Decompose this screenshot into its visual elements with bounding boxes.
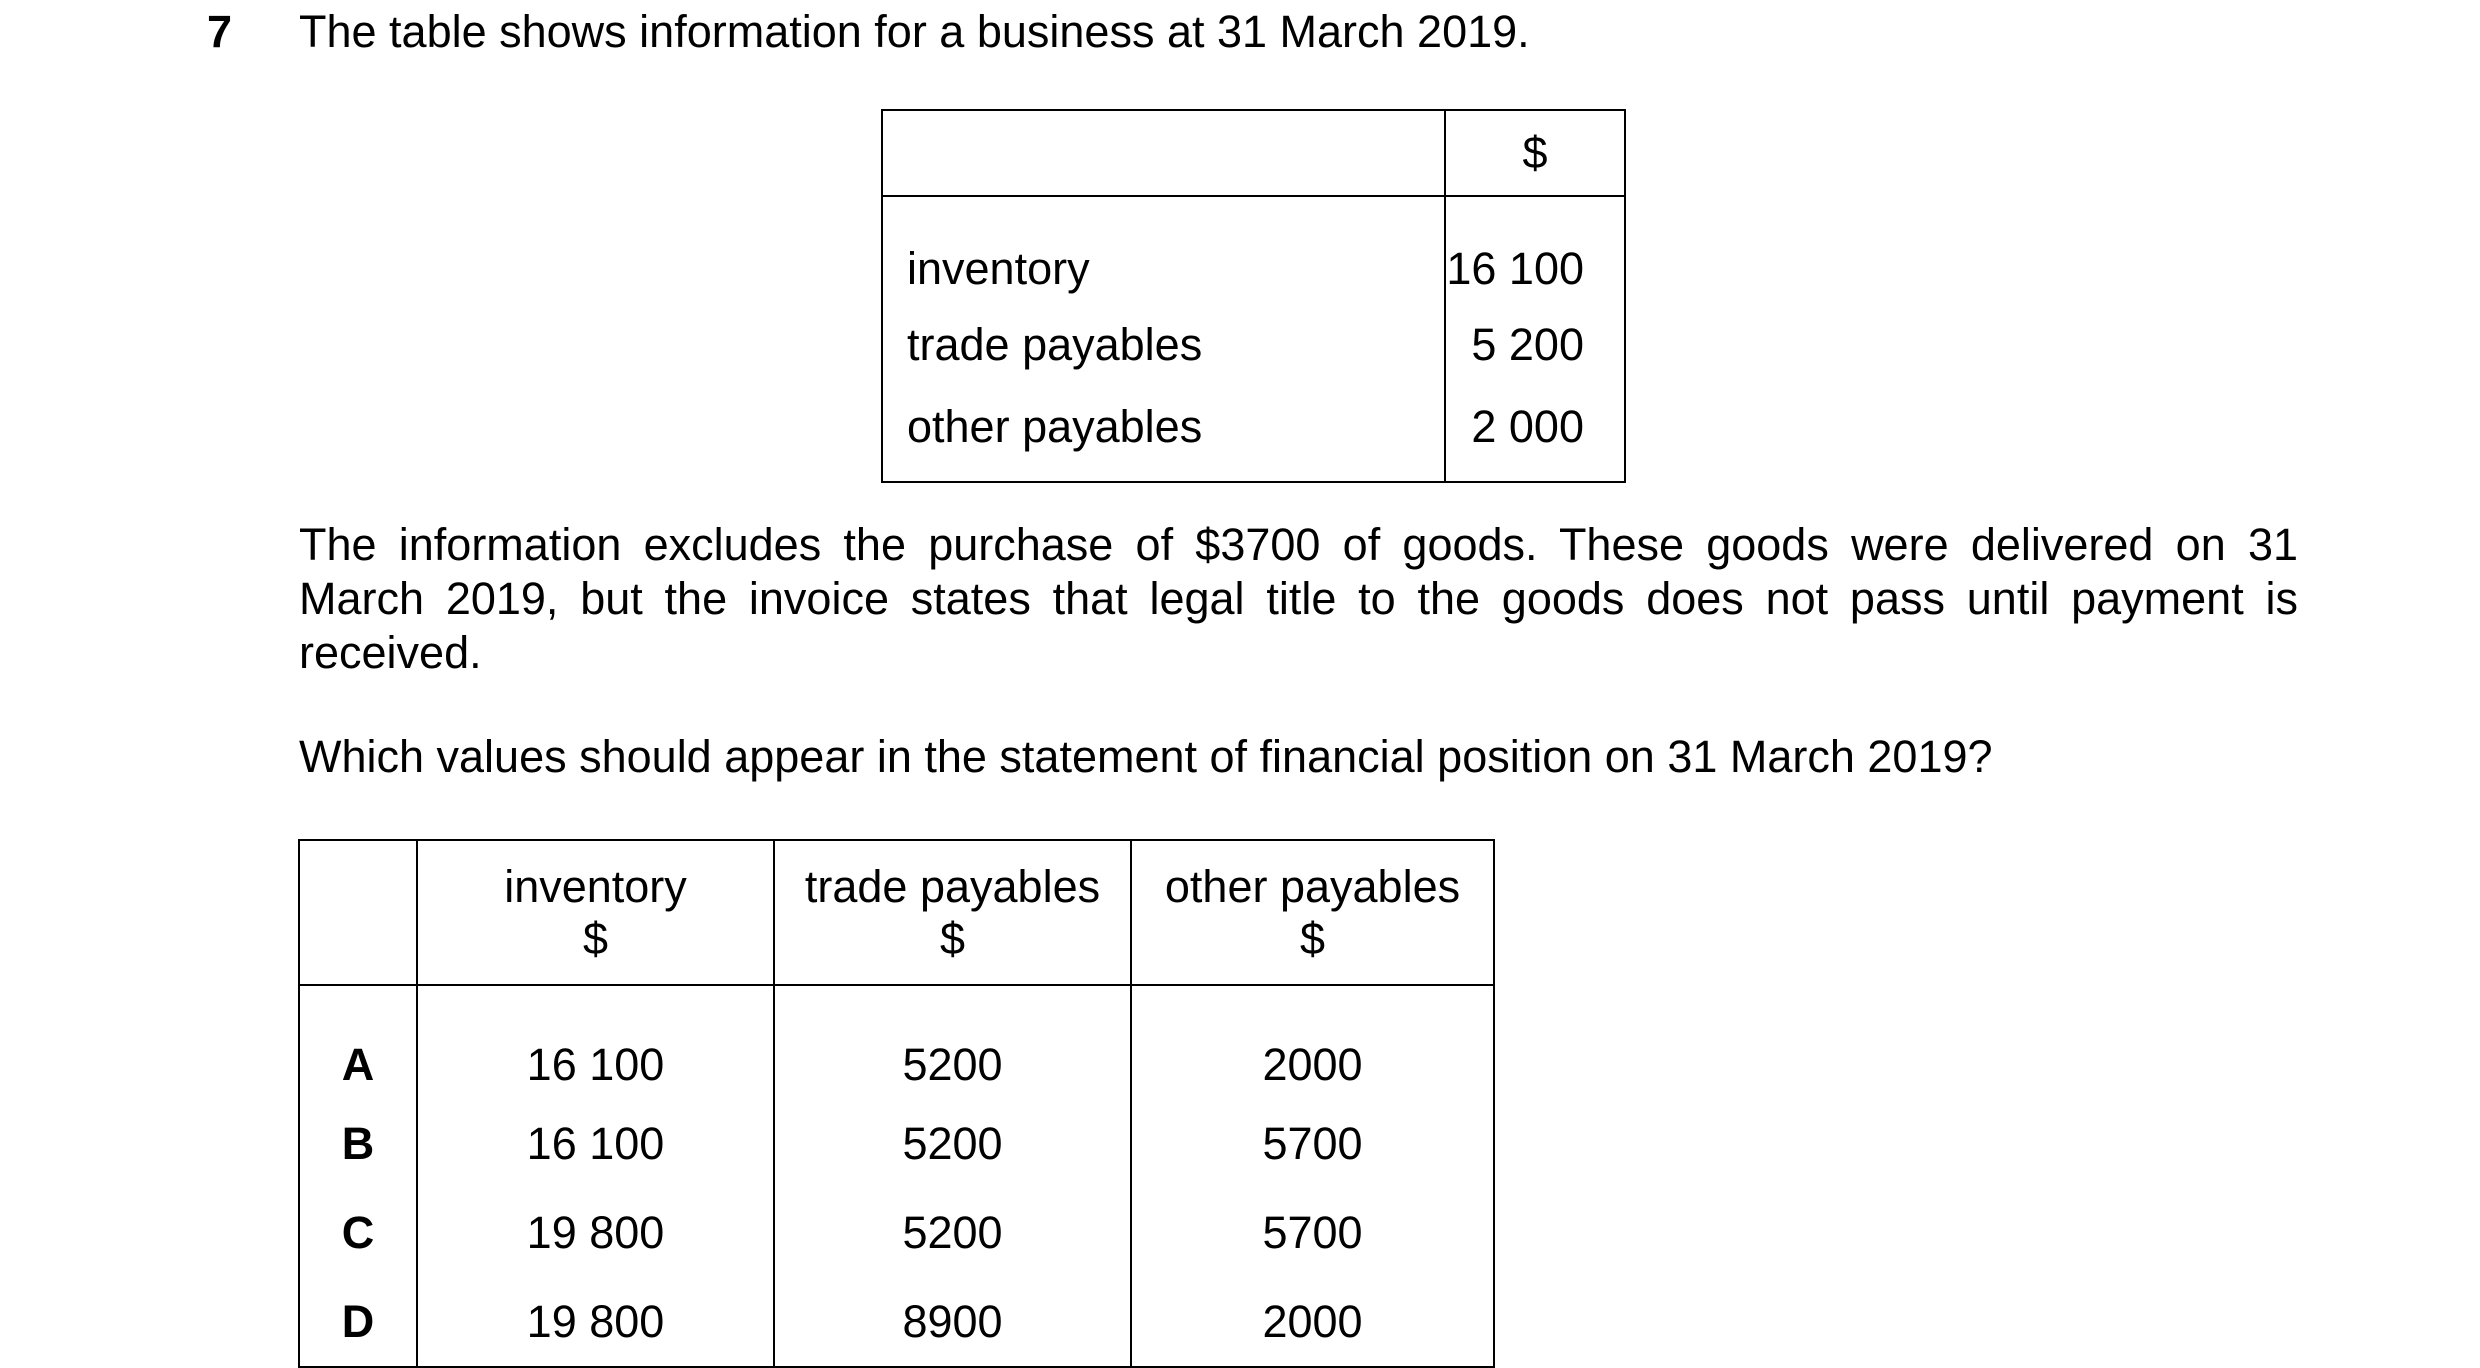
information-table [881, 109, 1626, 483]
question-paragraph: The information excludes the purchase of $3700 of goods. These goods were delivered on 31 March 2019, but the invoice states that legal title to the goods does not pass until payment is received. [299, 519, 2298, 678]
question-number: 7 [207, 6, 233, 57]
other-payables-value: 2 000 [1445, 389, 1625, 482]
option-inventory: 19 800 [417, 1188, 774, 1277]
options-header-inventory [417, 840, 774, 985]
option-other-payables: 2000 [1131, 985, 1494, 1099]
header-trade-payables-unit: $ [939, 912, 966, 964]
option-row-d [299, 1277, 1494, 1367]
table-row [882, 389, 1625, 482]
option-letter: D [299, 1277, 417, 1367]
option-letter: A [299, 985, 417, 1099]
options-table [298, 839, 1495, 1368]
option-other-payables: 5700 [1131, 1188, 1494, 1277]
options-header-trade-payables [774, 840, 1131, 985]
trade-payables-label: trade payables [882, 301, 1445, 389]
header-inventory-unit: $ [582, 912, 609, 964]
table-row [882, 196, 1625, 301]
option-row-c [299, 1188, 1494, 1277]
question-prompt: Which values should appear in the statement of financial position on 31 March 2019? [299, 731, 1993, 782]
other-payables-label: other payables [882, 389, 1445, 482]
information-table-currency: $ [1445, 110, 1625, 196]
option-trade-payables: 5200 [774, 1099, 1131, 1188]
question-intro: The table shows information for a business at 31 March 2019. [299, 6, 1530, 57]
option-row-a [299, 985, 1494, 1099]
options-header-other-payables [1131, 840, 1494, 985]
option-inventory: 19 800 [417, 1277, 774, 1367]
information-table-header [882, 110, 1625, 196]
option-trade-payables: 5200 [774, 1188, 1131, 1277]
inventory-label: inventory [882, 196, 1445, 301]
option-trade-payables: 5200 [774, 985, 1131, 1099]
header-trade-payables-name: trade payables [804, 860, 1101, 912]
header-inventory-name: inventory [504, 860, 687, 912]
options-header-blank [299, 840, 417, 985]
option-inventory: 16 100 [417, 1099, 774, 1188]
option-trade-payables: 8900 [774, 1277, 1131, 1367]
trade-payables-value: 5 200 [1445, 301, 1625, 389]
table-row [882, 301, 1625, 389]
option-other-payables: 2000 [1131, 1277, 1494, 1367]
information-table-header-blank [882, 110, 1445, 196]
option-letter: C [299, 1188, 417, 1277]
option-letter: B [299, 1099, 417, 1188]
option-other-payables: 5700 [1131, 1099, 1494, 1188]
inventory-value: 16 100 [1445, 196, 1625, 301]
options-table-header [299, 840, 1494, 985]
option-inventory: 16 100 [417, 985, 774, 1099]
option-row-b [299, 1099, 1494, 1188]
header-other-payables-unit: $ [1299, 912, 1326, 964]
header-other-payables-name: other payables [1164, 860, 1461, 912]
